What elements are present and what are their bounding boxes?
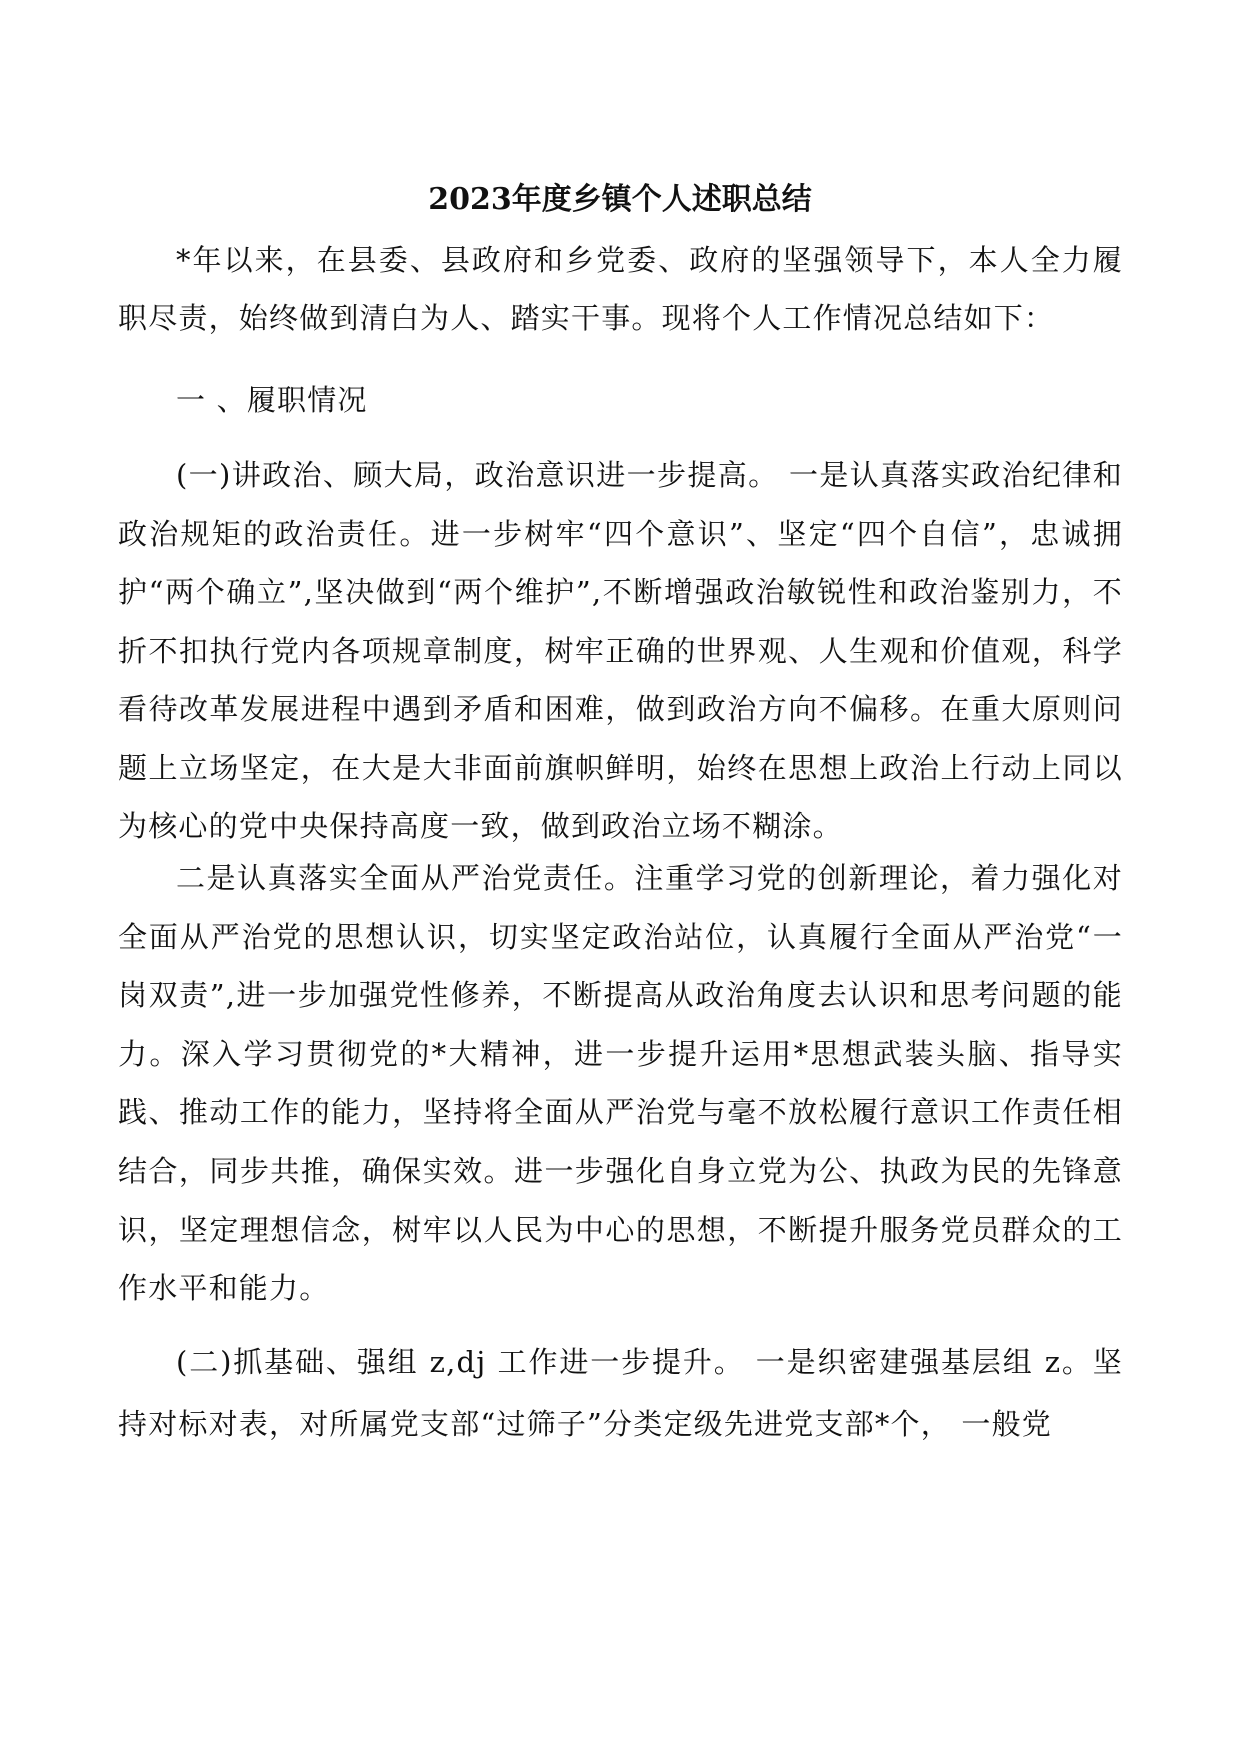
document-title: 2023年度乡镇个人述职总结 bbox=[428, 182, 812, 217]
body-paragraph-2: 二是认真落实全面从严治党责任。注重学习党的创新理论，着力强化对全面从严治党的思想认识，切实坚定政治站位，认真履行全面从严治党“一岗双责”,进一步加强党性修养，不断提高从政治角度去认识和思考问题的能力。深入学习贯彻党的*大精神，进一步提升运用*思想武装头脑、指导实践、推动工作的能力，坚持将全面从严治党与毫不放松履行意识工作责任相结合，同步共推，确保实效。进一步强化自身立党为公、执政为民的先锋意识，坚定理想信念，树牢以人民为中心的思想，不断提升服务党员群众的工作水平和能力。 bbox=[118, 861, 1123, 1306]
section-heading: 一 、履职情况 bbox=[176, 383, 368, 417]
body-paragraph-3: (二)抓基础、强组 z,dj 工作进一步提升。 一是织密建强基层组 z。坚持对标对表，对所属党支部“过筛子”分类定级先进党支部*个， 一般党 bbox=[118, 1345, 1123, 1441]
intro-paragraph: *年以来，在县委、县政府和乡党委、政府的坚强领导下，本人全力履职尽责，始终做到清白为人、踏实干事。现将个人工作情况总结如下： bbox=[118, 243, 1123, 335]
body-paragraph-1: (一)讲政治、顾大局，政治意识进一步提高。 一是认真落实政治纪律和政治规矩的政治责任。进一步树牢“四个意识”、坚定“四个自信”，忠诚拥护“两个确立”,坚决做到“两个维护”,不断增强政治敏锐性和政治鉴别力，不折不扣执行党内各项规章制度，树牢正确的世界观、人生观和价值观，科学看待改革发展进程中遇到矛盾和困难，做到政治方向不偏移。在重大原则问题上立场坚定，在大是大非面前旗帜鲜明，始终在思想上政治上行动上同以为核心的党中央保持高度一致，做到政治立场不糊涂。 bbox=[118, 458, 1123, 843]
